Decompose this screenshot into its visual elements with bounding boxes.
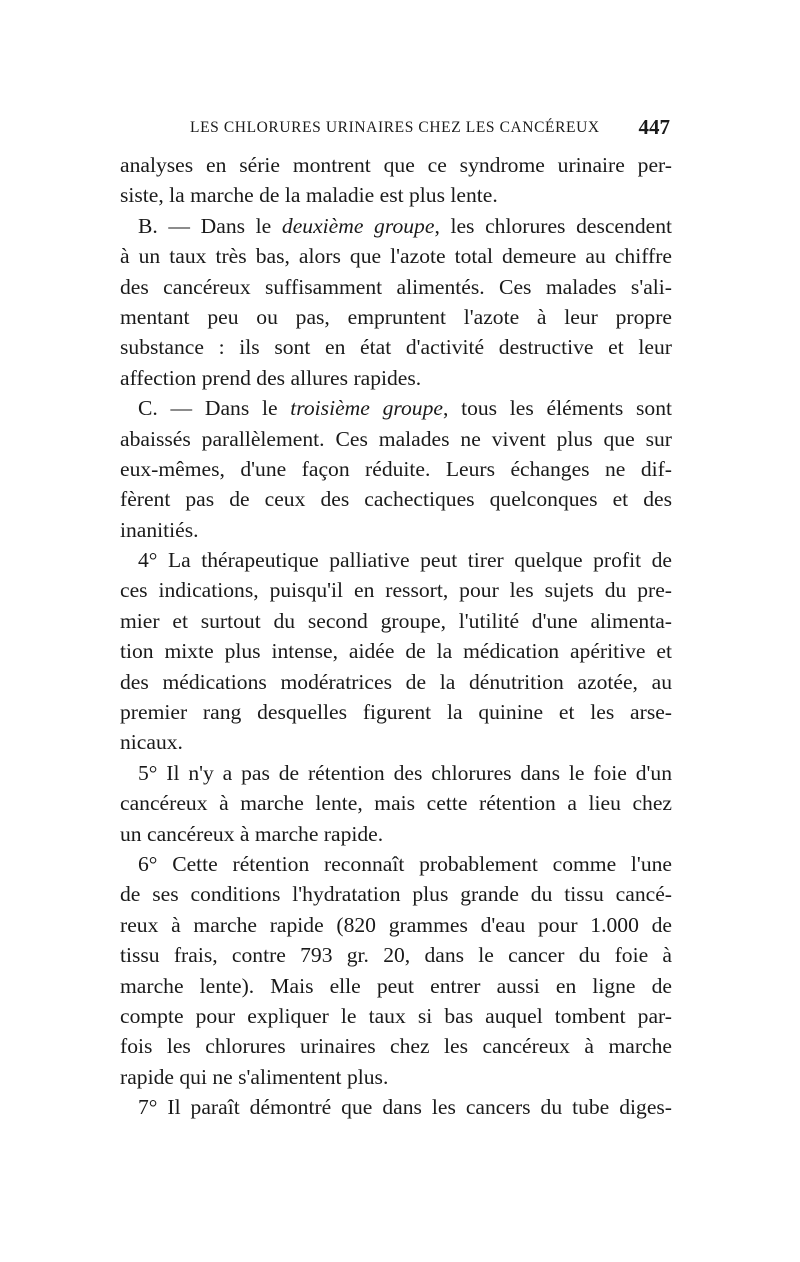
text-line: des cancéreux suffisamment alimentés. Ces malades s'ali- — [120, 274, 672, 299]
text-line: analyses en série montrent que ce syndrome urinaire per- — [120, 153, 672, 177]
text-line: fois les chlorures urinaires chez les cancéreux à marche — [120, 1034, 672, 1059]
text-line: substance : ils sont en état d'activité destructive et leur — [120, 335, 672, 360]
running-head — [120, 116, 672, 140]
text-line: 6° Cette rétention reconnaît probablement comme l'une — [138, 851, 672, 876]
italic-term: deuxième groupe — [281, 213, 435, 238]
text-line: compte pour expliquer le taux si bas auquel tombent par- — [120, 1003, 672, 1028]
text-line: siste, la marche de la maladie est plus lente. — [120, 183, 498, 208]
text-line: rapide qui ne s'alimentent plus. — [120, 1064, 389, 1089]
text-line — [120, 211, 672, 241]
text-line: premier rang desquelles figurent la quinine et les arse- — [120, 700, 672, 725]
text-line: mentant peu ou pas, empruntent l'azote à leur propre — [120, 304, 672, 329]
text-line: reux à marche rapide (820 grammes d'eau pour 1.000 de — [120, 912, 672, 937]
text-line: ces indications, puisqu'il en ressort, pour les sujets du pre- — [120, 578, 672, 603]
text-line: inanitiés. — [120, 517, 199, 542]
text-line — [120, 393, 672, 423]
text-line: à un taux très bas, alors que l'azote total demeure au chiffre — [120, 244, 672, 269]
text-line: 4° La thérapeutique palliative peut tirer quelque profit de — [138, 548, 672, 573]
italic-term: troisième groupe — [290, 396, 443, 421]
running-title: LES CHLORURES URINAIRES CHEZ LES CANCÉREUX — [190, 119, 600, 136]
text-segment: , les chlorures descendent — [434, 213, 672, 238]
text-line: nicaux. — [120, 730, 183, 755]
text-line: eux-mêmes, d'une façon réduite. Leurs échanges ne dif- — [120, 456, 672, 481]
text-line: marche lente). Mais elle peut entrer aussi en ligne de — [120, 973, 672, 998]
text-line: cancéreux à marche lente, mais cette rétention a lieu chez — [120, 791, 672, 816]
text-segment: C. — Dans le — [138, 396, 291, 421]
text-segment: B. — Dans le — [138, 213, 282, 238]
text-line: 7° Il paraît démontré que dans les cancers du tube diges- — [138, 1095, 672, 1120]
text-line: affection prend des allures rapides. — [120, 365, 422, 390]
page-number: 447 — [638, 115, 670, 139]
text-line: de ses conditions l'hydratation plus grande du tissu cancé- — [120, 882, 672, 907]
text-line: tissu frais, contre 793 gr. 20, dans le cancer du foie à — [120, 943, 672, 968]
text-line: tion mixte plus intense, aidée de la médication apéritive et — [120, 639, 672, 664]
text-line: fèrent pas de ceux des cachectiques quelconques et des — [120, 487, 672, 512]
text-segment: , tous les éléments sont — [442, 396, 672, 421]
text-line: abaissés parallèlement. Ces malades ne vivent plus que sur — [120, 426, 672, 451]
text-line: des médications modératrices de la dénutrition azotée, au — [120, 669, 672, 694]
text-line: 5° Il n'y a pas de rétention des chlorures dans le foie d'un — [138, 760, 672, 785]
text-line: mier et surtout du second groupe, l'utilité d'une alimenta- — [120, 608, 672, 633]
body-text — [120, 150, 672, 1123]
text-line: un cancéreux à marche rapide. — [120, 821, 384, 846]
